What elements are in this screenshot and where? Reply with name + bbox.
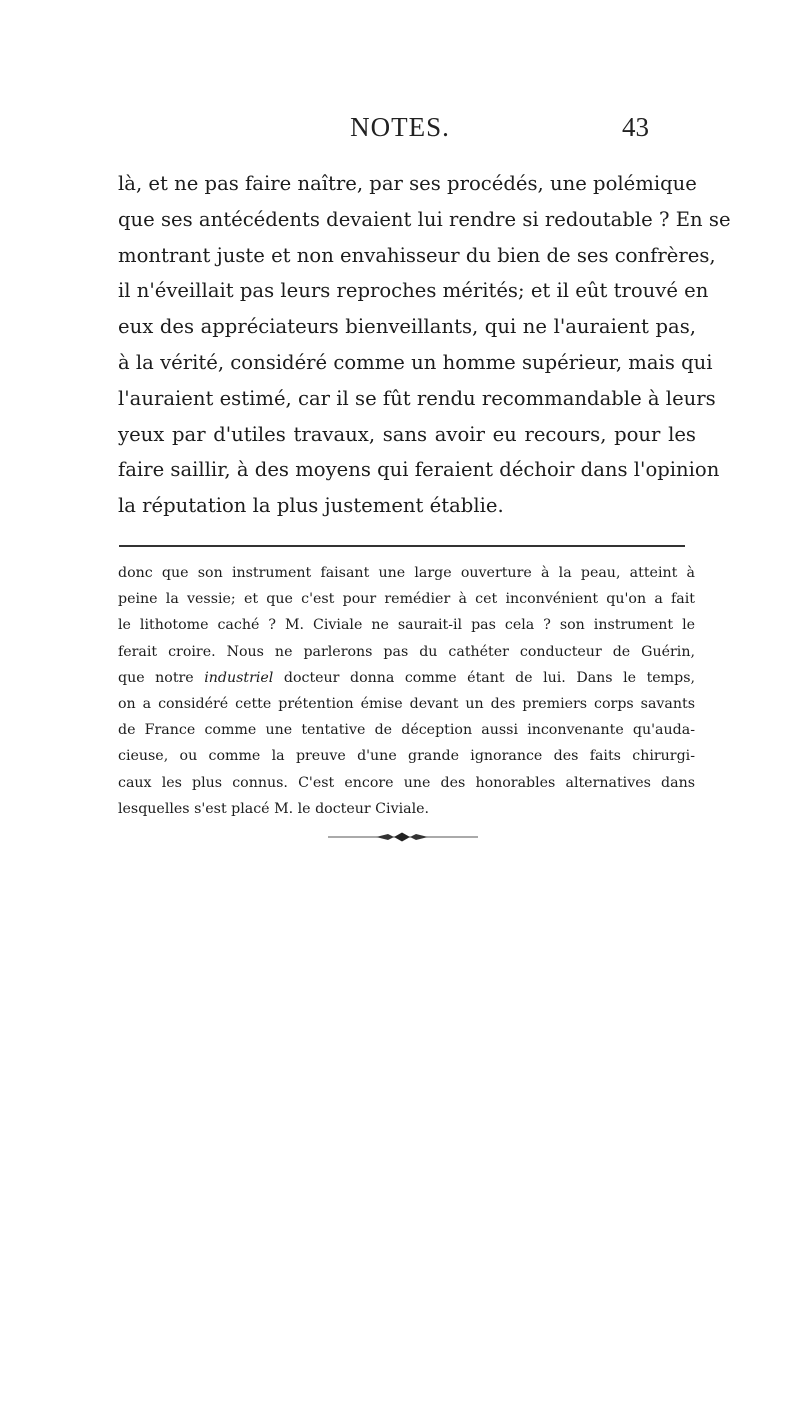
footnote-line [118,665,695,691]
footnote-text: que notre [118,669,205,686]
end-ornament [328,831,478,843]
text-line: que ses antécédents devaient lui rendre si redoutable ? En se [118,207,731,231]
footnote-rule [119,545,685,547]
footnote-line: ferait croire. Nous ne parlerons pas du cathéter conducteur de Guérin, [118,643,695,660]
footnote-line: le lithotome caché ? M. Civiale ne saurait-il pas cela ? son instrument le [118,617,695,634]
text-line: eux des appréciateurs bienveillants, qui ne l'auraient pas, [118,315,696,339]
main-text [118,166,731,524]
footnote-line: cieuse, ou comme la preuve d'une grande ignorance des faits chirurgi- [118,748,695,765]
text-line: la réputation la plus justement établie. [118,494,504,518]
text-line: l'auraient estimé, car il se fût rendu recommandable à leurs [118,386,716,410]
text-line: là, et ne pas faire naître, par ses procédés, une polémique [118,172,697,195]
footnote-text: docteur donna comme étant de lui. Dans le temps, [273,669,695,686]
footnote-line: caux les plus connus. C'est encore une des honorables alternatives dans [118,774,695,791]
footnote-line: peine la vessie; et que c'est pour remédier à cet inconvénient qu'on a fait [118,591,695,608]
page-number: 43 [622,112,649,142]
text-line: à la vérité, considéré comme un homme supérieur, mais qui [118,350,713,374]
footnote-line: on a considéré cette prétention émise devant un des premiers corps savants [118,695,695,712]
footnote-italic-word: industriel [204,669,274,686]
text-line: yeux par d'utiles travaux, sans avoir eu recours, pour les [118,422,696,446]
text-line: il n'éveillait pas leurs reproches mérités; et il eût trouvé en [118,279,709,303]
footnote-line: de France comme une tentative de déception aussi inconvenante qu'auda- [118,722,695,739]
footnote-line: donc que son instrument faisant une large ouverture à la peau, atteint à [118,565,695,581]
running-title: NOTES. [350,112,450,142]
footnote-line: lesquelles s'est placé M. le docteur Civiale. [118,800,430,817]
text-line: montrant juste et non envahisseur du bien de ses confrères, [118,243,716,267]
text-line: faire saillir, à des moyens qui feraient déchoir dans l'opinion [118,458,720,482]
footnote [118,560,695,822]
